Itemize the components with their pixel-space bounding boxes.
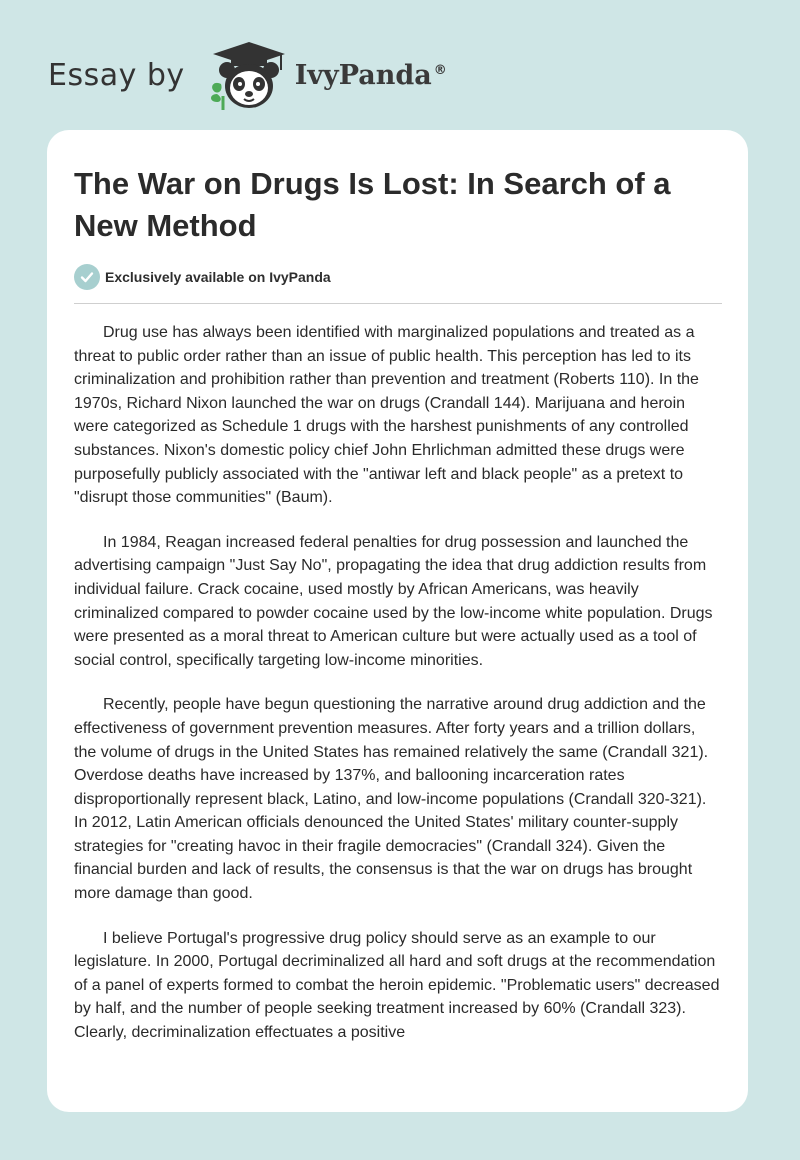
site-header xyxy=(48,40,447,110)
essay-body xyxy=(74,321,722,1066)
page-title: The War on Drugs Is Lost: In Search of a New Method xyxy=(74,166,671,243)
check-icon xyxy=(74,264,100,290)
essay-paragraph-4: I believe Portugal's progressive drug policy should serve as an example to our legislature. In 2000, Portugal decriminalized all hard and soft drugs at the recommendation of a panel of experts formed to combat the heroin epidemic. "Problematic users" decreased by half, and the number of people seeking treatment increased by 60% (Crandall 323). Clearly, decriminalization effectuates a positive xyxy=(74,929,720,1042)
brand-name[interactable] xyxy=(295,60,447,91)
essay-card xyxy=(47,130,748,1112)
essay-paragraph-1: Drug use has always been identified with marginalized populations and treated as a threat to public order rather than an issue of public health. This perception has led to its criminalization and prohibition rather than prevention and treatment (Roberts 110). In the 1970s, Richard Nixon launched the war on drugs (Crandall 144). Marijuana and heroin were categorized as Schedule 1 drugs with the harshest punishments of any controlled substances. Nixon's domestic policy chief John Ehrlichman admitted these drugs were purposefully publicly associated with the "antiwar left and black people" as a pretext to "disrupt those communities" (Baum). xyxy=(74,324,699,507)
registered-mark: ® xyxy=(433,62,447,78)
essay-paragraph-3: Recently, people have begun questioning the narrative around drug addiction and the effectiveness of government prevention measures. After forty years and a trillion dollars, the volume of drugs in the United States has remained relatively the same (Crandall 321). Overdose deaths have increased by 137%, and ballooning incarceration rates disproportionally represent black, Latino, and low-income populations (Crandall 320-321). In 2012, Latin American officials denounced the United States' military counter-supply strategies for "creating havoc in their fragile democracies" (Crandall 324). Given the financial burden and lack of results, the consensus is that the war on drugs has brought more damage than good. xyxy=(74,696,709,903)
panda-graduate-logo-icon[interactable] xyxy=(201,40,289,110)
essay-paragraph-2: In 1984, Reagan increased federal penalties for drug possession and launched the advertising campaign "Just Say No", propagating the idea that drug addiction results from individual failure. Crack cocaine, used mostly by African Americans, was heavily criminalized compared to powder cocaine used by the low-income white population. Drugs were presented as a moral threat to American culture but were actually used as a tool of social control, specifically targeting low-income minorities. xyxy=(74,533,713,669)
exclusive-badge xyxy=(74,263,331,291)
divider xyxy=(74,303,722,304)
brand-name-text: IvyPanda xyxy=(294,59,432,91)
essay-by-label: Essay by xyxy=(48,57,185,93)
exclusive-badge-label: Exclusively available on IvyPanda xyxy=(105,269,331,285)
